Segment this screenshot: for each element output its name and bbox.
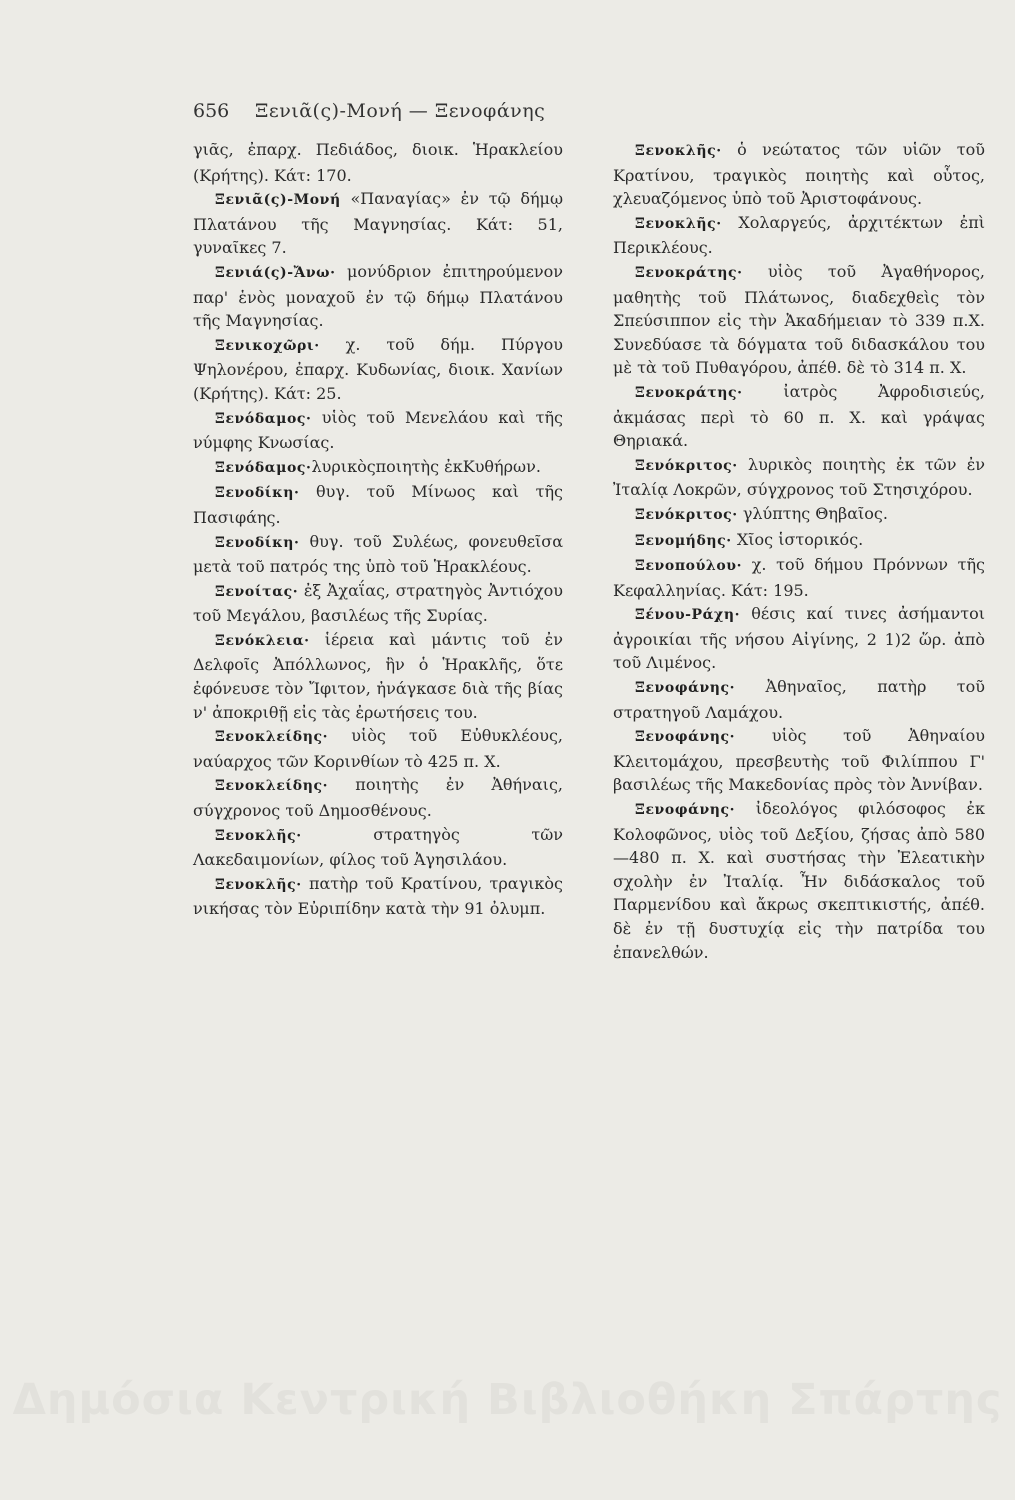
entry-headword: Ξενόδαμος· [215,410,312,427]
entry-text: μονύδριον ἐπιτηρούμενον παρ' ἑνὸς μοναχοῦ ἐν τῷ δήμῳ Πλατάνου τῆς Μαγνησίας. [193,261,563,331]
entry-headword: Ξενοκράτης· [635,384,743,401]
dictionary-entry [193,724,563,773]
dictionary-entry [613,138,985,211]
dictionary-entry [193,530,563,579]
running-head: Ξενιᾶ(ς)-Μονή — Ξενοφάνης [255,100,546,122]
entry-headword: Ξενοφάνης· [635,680,736,697]
dictionary-entry [613,602,985,675]
page-header [193,100,773,130]
entry-headword: Ξενοπούλου· [635,558,743,575]
entry-headword: Ξενόκλεια· [215,632,310,649]
dictionary-entry [193,579,563,628]
entry-headword: Ξενόκριτος· [635,457,738,474]
entry-text: ἰατρὸς Ἀφροδισιεύς, ἀκμάσας περὶ τὸ 60 π. Χ. καὶ γράψας Θηριακά. [613,381,985,451]
dictionary-entry [193,187,563,260]
entry-text: ποιητὴς ἐν Ἀθήναις, σύγχρονος τοῦ Δημοσθένους. [193,775,563,821]
entry-headword: Ξενοφάνης· [635,729,736,746]
entry-text: υἱὸς τοῦ Ἀθηναίου Κλειτομάχου, πρεσβευτὴς τοῦ Φιλίππου Γ' βασιλέως τῆς Μακεδονίας πρὸς τὸν Ἀννίβαν. [613,726,985,795]
entry-text: Χῖος ἱστορικός. [731,529,864,549]
entry-headword: Ξενιᾶ(ς)-Μονή [215,192,341,209]
dictionary-entry [193,333,563,406]
dictionary-entry [193,872,563,921]
entry-text: λυρικὸςποιητὴς ἐκΚυθήρων. [311,456,541,476]
entry-headword: Ξενομήδης· [635,532,732,549]
dictionary-entry [193,455,563,481]
entry-text: υἱὸς τοῦ Ἀγαθήνορος, μαθητὴς τοῦ Πλάτωνος, διαδεχθεὶς τὸν Σπεύσιππον εἰς τὴν Ἀκαδήμειαν τὸ 339 π.Χ. Συνεδύασε τὰ δόγματα τοῦ διδασκάλου του μὲ τὰ τοῦ Πυθαγόρου, ἀπέθ. δὲ τὸ 314 π. Χ. [613,261,985,378]
entry-text: «Παναγίας» ἐν τῷ δήμῳ Πλατάνου τῆς Μαγνησίας. Κάτ: 51, γυναῖκες 7. [193,189,563,258]
entry-headword: Ξενιά(ς)-Ἄνω· [215,264,336,281]
entry-text: θυγ. τοῦ Συλέως, φονευθεῖσα μετὰ τοῦ πατρός της ὑπὸ τοῦ Ἡρακλέους. [193,531,563,577]
entry-headword: Ξενοδίκη· [215,534,300,551]
entry-headword: Ξενόκριτος· [635,506,738,523]
entry-text: στρατηγὸς τῶν Λακεδαιμονίων, φίλος τοῦ Ἀγησιλάου. [193,824,563,870]
entry-text: ἱέρεια καὶ μάντις τοῦ ἐν Δελφοῖς Ἀπόλλωνος, ἣν ὁ Ἡρακλῆς, ὅτε ἐφόνευσε τὸν Ἴφιτον, ἠνάγκασε διὰ τῆς βίας ν' ἀποκριθῇ εἰς τὰς ἐρωτήσεις του. [193,629,563,722]
entry-text: υἱὸς τοῦ Εὐθυκλέους, ναύαρχος τῶν Κορινθίων τὸ 425 π. Χ. [193,726,563,771]
entry-headword: Ξενοφάνης· [635,802,736,819]
dictionary-entry [613,502,985,528]
entry-headword: Ξενοκλῆς· [215,827,302,844]
entry-headword: Ξενοίτας· [215,583,299,600]
entry-headword: Ξενοκράτης· [635,264,743,281]
entry-text: υἱὸς τοῦ Μενελάου καὶ τῆς νύμφης Κνωσίας. [193,407,563,453]
entry-headword: Ξενοδίκη· [215,485,300,502]
entry-headword: Ξενοκλῆς· [635,143,722,159]
entry-text: χ. τοῦ δήμου Πρόννων τῆς Κεφαλληνίας. Κάτ: 195. [613,555,985,600]
entry-text: πατὴρ τοῦ Κρατίνου, τραγικὸς νικήσας τὸν Εὐριπίδην κατὰ τὴν 91 ὀλυμπ. [193,873,563,919]
dictionary-entry [613,260,985,380]
entry-headword: Ξένου-Ράχη· [635,607,741,624]
dictionary-entry [613,528,985,554]
entry-headword: Ξενόδαμος· [215,459,312,476]
entry-text: γλύπτης Θηβαῖος. [737,503,888,523]
entry-text: ἰδεολόγος φιλόσοφος ἐκ Κολοφῶνος, υἱὸς τοῦ Δεξίου, ζήσας ἀπὸ 580—480 π. Χ. καὶ συστήσας τὴν Ἐλεατικὴν σχολὴν ἐν Ἰταλίᾳ. Ἦν διδάσκαλος τοῦ Παρμενίδου καὶ ἄκρως σκεπτικιστής, ἀπέθ. δὲ ἐν τῇ δυστυχίᾳ εἰς τὴν πατρίδα του ἐπανελθών. [613,799,985,962]
dictionary-entry [613,211,985,260]
entry-text: χ. τοῦ δήμ. Πύργου Ψηλονέρου, ἐπαρχ. Κυδωνίας, διοικ. Χανίων (Κρήτης). Κάτ: 25. [193,334,563,403]
entry-text: λυρικὸς ποιητὴς ἐκ τῶν ἐν Ἰταλίᾳ Λοκρῶν, σύγχρονος τοῦ Στησιχόρου. [613,454,985,500]
dictionary-entry [193,406,563,455]
dictionary-entry [613,724,985,797]
entry-text: Ἀθηναῖος, πατὴρ τοῦ στρατηγοῦ Λαμάχου. [613,677,985,722]
dictionary-entry [193,138,563,187]
entry-text: ἐξ Ἀχαΐας, στρατηγὸς Ἀντιόχου τοῦ Μεγάλου, βασιλέως τῆς Συρίας. [193,580,563,626]
dictionary-entry [613,797,985,964]
dictionary-entry [613,380,985,453]
entry-headword: Ξενοκλείδης· [215,778,329,795]
entry-headword: Ξενοκλῆς· [635,215,722,232]
dictionary-entry [613,453,985,502]
dictionary-entry [193,773,563,822]
entry-text: ὁ νεώτατος τῶν υἱῶν τοῦ Κρατίνου, τραγικὸς ποιητὴς καὶ οὗτος, χλευαζόμενος ὑπὸ τοῦ Ἀριστοφάνους. [613,140,985,209]
entry-headword: Ξενοκλῆς· [215,876,302,893]
page-number: 656 [193,100,230,122]
left-column [193,138,563,921]
dictionary-entry [193,823,563,872]
entry-text: θέσις καί τινες ἀσήμαντοι ἀγροικίαι τῆς νήσου Αἰγίνης, 2 1)2 ὥρ. ἀπὸ τοῦ Λιμένος. [613,604,985,673]
dictionary-entry [193,480,563,529]
right-column [613,138,985,964]
dictionary-entry [193,260,563,333]
entry-text: γιᾶς, ἐπαρχ. Πεδιάδος, διοικ. Ἡρακλείου (Κρήτης). Κάτ: 170. [193,140,563,185]
dictionary-entry [613,675,985,724]
entry-headword: Ξενοκλείδης· [215,729,329,746]
dictionary-entry [613,553,985,602]
dictionary-entry [193,628,563,724]
entry-text: θυγ. τοῦ Μίνωος καὶ τῆς Πασιφάης. [193,482,563,527]
entry-headword: Ξενικοχῶρι· [215,337,320,354]
entry-text: Χολαργεύς, ἀρχιτέκτων ἐπὶ Περικλέους. [613,212,985,258]
library-watermark: Δημόσια Κεντρική Βιβλιοθήκη Σπάρτης [12,1375,1003,1425]
